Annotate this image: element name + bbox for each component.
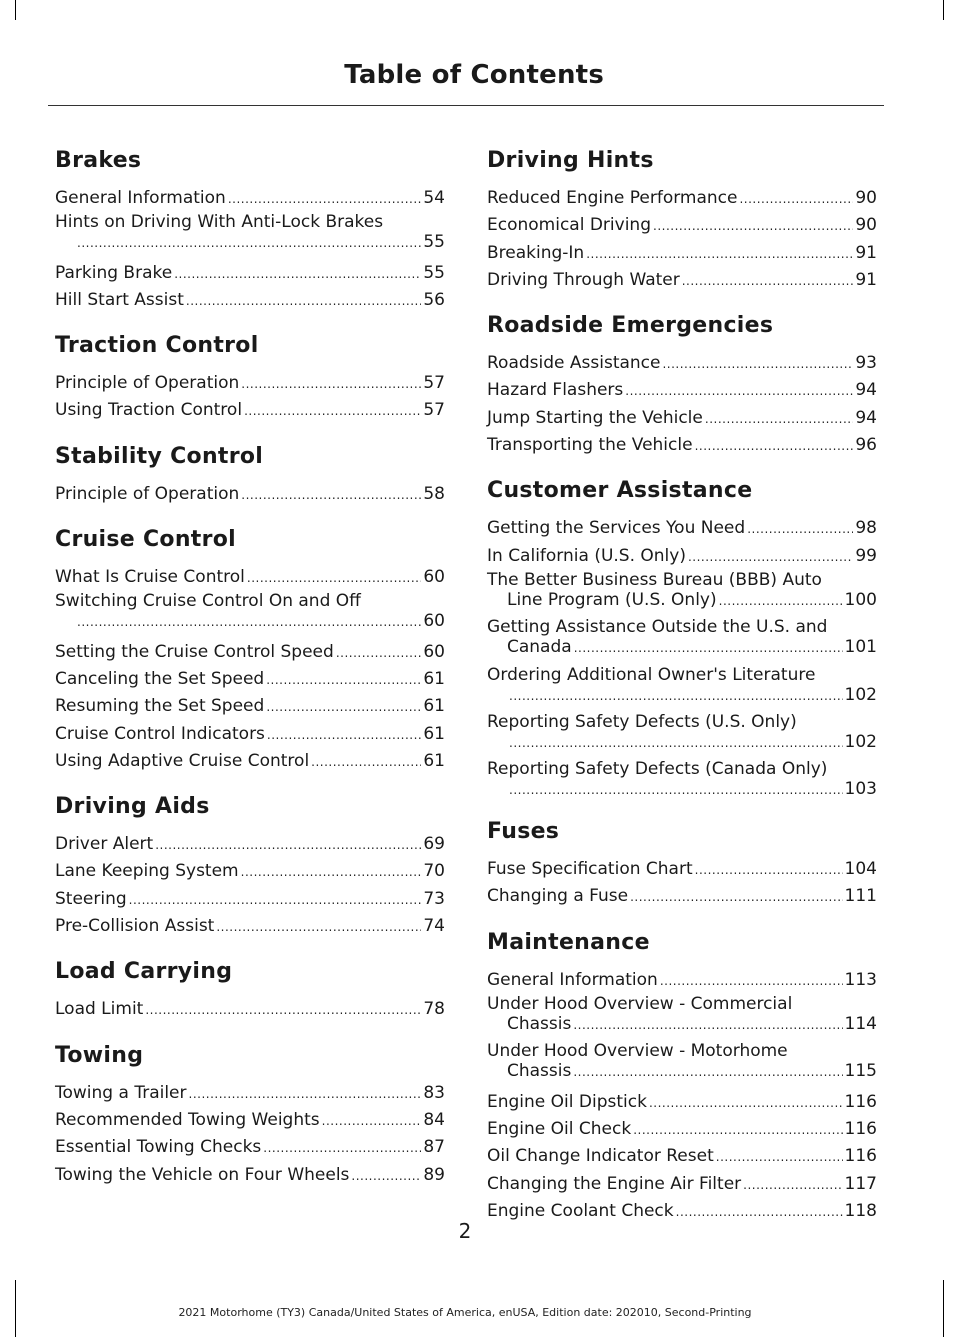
dot-leader xyxy=(244,398,421,424)
toc-section xyxy=(487,145,877,294)
entry-title: Ordering Additional Owner's Literature xyxy=(487,664,816,685)
toc-entry-link[interactable] xyxy=(487,350,877,377)
toc-entry-link[interactable] xyxy=(487,240,877,267)
dot-leader xyxy=(716,1144,843,1170)
toc-entry-link[interactable] xyxy=(55,287,445,314)
dot-leader xyxy=(77,612,421,632)
entry-page-number: 103 xyxy=(844,779,877,800)
dot-leader xyxy=(625,378,853,404)
entry-title: Engine Oil Check xyxy=(487,1118,632,1139)
dot-leader xyxy=(241,859,422,885)
entry-page-number: 70 xyxy=(423,861,445,882)
toc-entry-link[interactable] xyxy=(55,913,445,940)
toc-column-right xyxy=(487,145,877,1241)
toc-entry-link[interactable] xyxy=(487,1171,877,1198)
toc-section xyxy=(55,524,445,775)
entry-title: Parking Brake xyxy=(55,262,173,283)
toc-entry-link[interactable] xyxy=(487,1041,877,1082)
entry-title: Lane Keeping System xyxy=(55,861,239,882)
entry-title: Principle of Operation xyxy=(55,373,240,394)
toc-section xyxy=(55,1040,445,1189)
entry-continuation-line xyxy=(55,232,445,253)
toc-entry-link[interactable] xyxy=(55,1107,445,1134)
entry-page-number: 94 xyxy=(855,380,877,401)
entry-title: Breaking-In xyxy=(487,242,585,263)
entry-title: Reporting Safety Defects (Canada Only) xyxy=(487,759,828,780)
entry-title: Steering xyxy=(55,888,127,909)
entry-page-number: 98 xyxy=(855,518,877,539)
entry-page-number: 117 xyxy=(844,1173,877,1194)
toc-section xyxy=(55,441,445,508)
toc-entry-link[interactable] xyxy=(487,712,877,753)
section-heading: Cruise Control xyxy=(55,527,237,553)
entry-title: Driving Through Water xyxy=(487,269,680,290)
dot-leader xyxy=(241,482,421,508)
section-heading: Brakes xyxy=(55,148,142,173)
entry-title: Load Limit xyxy=(55,999,144,1020)
entry-page-number: 116 xyxy=(844,1091,877,1112)
entry-title: Roadside Assistance xyxy=(487,353,661,374)
dot-leader xyxy=(145,997,421,1023)
toc-entry-link[interactable] xyxy=(55,886,445,913)
dot-leader xyxy=(743,1172,842,1198)
entry-page-number: 90 xyxy=(855,215,877,236)
toc-entry-link[interactable] xyxy=(55,212,445,253)
dot-leader xyxy=(573,1062,842,1082)
entry-page-number: 116 xyxy=(844,1146,877,1167)
entry-title: Principle of Operation xyxy=(55,483,240,504)
dot-leader xyxy=(241,371,421,397)
dot-leader xyxy=(630,884,842,910)
toc-entry-link[interactable] xyxy=(55,748,445,775)
entry-page-number: 74 xyxy=(423,916,445,937)
toc-entry-link[interactable] xyxy=(55,397,445,424)
entry-title: Changing the Engine Air Filter xyxy=(487,1173,742,1194)
entry-page-number: 58 xyxy=(423,483,445,504)
toc-entry-link[interactable] xyxy=(55,666,445,693)
toc-entry-link[interactable] xyxy=(487,212,877,239)
dot-leader xyxy=(189,1081,422,1107)
entry-title: Under Hood Overview - Motorhome xyxy=(487,1041,788,1062)
entry-page-number: 61 xyxy=(423,750,445,771)
toc-entry-link[interactable] xyxy=(55,639,445,666)
dot-leader xyxy=(267,722,421,748)
entry-title: Setting the Cruise Control Speed xyxy=(55,641,334,662)
dot-leader xyxy=(174,261,421,287)
entry-title: Resuming the Set Speed xyxy=(55,696,265,717)
entry-page-number: 96 xyxy=(855,435,877,456)
dot-leader xyxy=(216,914,421,940)
toc-entry-link[interactable] xyxy=(487,377,877,404)
entry-page-number: 83 xyxy=(423,1082,445,1103)
entry-title: Using Adaptive Cruise Control xyxy=(55,750,310,771)
entry-page-number: 61 xyxy=(423,668,445,689)
entry-title: Pre-Collision Assist xyxy=(55,916,215,937)
entry-title: Engine Oil Dipstick xyxy=(487,1091,647,1112)
entry-page-number: 99 xyxy=(855,545,877,566)
dot-leader xyxy=(705,406,853,432)
entry-page-number: 102 xyxy=(844,684,877,705)
dot-leader xyxy=(509,686,843,706)
entry-page-number: 104 xyxy=(844,859,877,880)
section-heading: Roadside Emergencies xyxy=(487,313,774,339)
toc-entry-link[interactable] xyxy=(487,1089,877,1116)
entry-page-number: 115 xyxy=(844,1061,877,1082)
dot-leader xyxy=(633,1117,842,1143)
entry-title: Economical Driving xyxy=(487,215,651,236)
entry-title: What Is Cruise Control xyxy=(55,567,245,588)
entry-page-number: 113 xyxy=(844,969,877,990)
toc-entry-link[interactable] xyxy=(487,515,877,542)
crop-mark-top-left xyxy=(15,0,16,20)
dot-leader xyxy=(649,1090,843,1116)
toc-entry-link[interactable] xyxy=(55,185,445,212)
dot-leader xyxy=(129,887,422,913)
dot-leader xyxy=(266,667,421,693)
dot-leader xyxy=(351,1163,421,1189)
entry-page-number: 69 xyxy=(423,834,445,855)
entry-title: General Information xyxy=(487,969,658,990)
crop-mark-bottom-right xyxy=(943,1280,944,1337)
entry-page-number: 93 xyxy=(855,353,877,374)
entry-title: Hazard Flashers xyxy=(487,380,624,401)
entry-page-number: 90 xyxy=(855,188,877,208)
dot-leader xyxy=(695,433,854,459)
entry-page-number: 102 xyxy=(844,731,877,752)
entry-continuation-line xyxy=(487,1014,877,1035)
dot-leader xyxy=(747,516,853,542)
dot-leader xyxy=(509,780,843,800)
dot-leader xyxy=(266,694,421,720)
dot-leader xyxy=(77,233,421,253)
entry-page-number: 89 xyxy=(423,1164,445,1185)
toc-section xyxy=(55,145,445,314)
entry-title: Towing the Vehicle on Four Wheels xyxy=(55,1164,350,1185)
entry-page-number: 91 xyxy=(855,242,877,263)
entry-continuation-line xyxy=(487,1061,877,1082)
section-heading: Fuses xyxy=(487,819,560,845)
dot-leader xyxy=(247,565,421,591)
dot-leader xyxy=(719,591,843,611)
entry-title: Essential Towing Checks xyxy=(55,1137,262,1158)
section-heading: Driving Aids xyxy=(55,794,210,820)
entry-title: The Better Business Bureau (BBB) Auto xyxy=(487,569,822,590)
toc-entry-link[interactable] xyxy=(55,831,445,858)
section-heading: Driving Hints xyxy=(487,148,654,173)
entry-title: Reduced Engine Performance xyxy=(487,188,738,208)
toc-entry-link[interactable] xyxy=(487,570,877,611)
entry-page-number: 116 xyxy=(844,1118,877,1139)
entry-page-number: 100 xyxy=(844,589,877,610)
entry-title: Switching Cruise Control On and Off xyxy=(55,591,361,612)
toc-section xyxy=(55,330,445,425)
toc-entry-link[interactable] xyxy=(487,543,877,570)
section-heading: Customer Assistance xyxy=(487,478,753,504)
section-heading: Stability Control xyxy=(55,443,264,469)
toc-entry-link[interactable] xyxy=(55,1134,445,1161)
entry-title-continued: Chassis xyxy=(507,1014,572,1035)
dot-leader xyxy=(660,968,843,994)
toc-entry-link[interactable] xyxy=(487,665,877,706)
toc-entry-link[interactable] xyxy=(55,591,445,632)
entry-page-number: 114 xyxy=(844,1014,877,1035)
entry-title: Fuse Specification Chart xyxy=(487,859,693,880)
entry-title: Towing a Trailer xyxy=(55,1082,187,1103)
entry-title: Hill Start Assist xyxy=(55,289,184,310)
toc-section xyxy=(487,927,877,1225)
entry-page-number: 61 xyxy=(423,723,445,744)
toc-entry-link[interactable] xyxy=(487,405,877,432)
section-heading: Maintenance xyxy=(487,929,650,955)
entry-title: Recommended Towing Weights xyxy=(55,1109,320,1130)
entry-continuation-line xyxy=(55,611,445,632)
toc-entry-link[interactable] xyxy=(55,1080,445,1107)
entry-continuation-line xyxy=(487,732,877,753)
toc-entry-link[interactable] xyxy=(487,617,877,658)
entry-title: Engine Coolant Check xyxy=(487,1200,674,1221)
entry-title: Getting the Services You Need xyxy=(487,518,746,539)
entry-title: Transporting the Vehicle xyxy=(487,435,693,456)
entry-title-continued: Line Program (U.S. Only) xyxy=(507,589,717,610)
toc-entry-link[interactable] xyxy=(55,1162,445,1189)
header-divider xyxy=(48,105,884,106)
footer-edition-line: 2021 Motorhome (TY3) Canada/United States of America, enUSA, Edition date: 202010, Second-Printing xyxy=(178,1306,752,1319)
toc-entry-link[interactable] xyxy=(487,759,877,800)
toc-entry-link[interactable] xyxy=(55,996,445,1023)
dot-leader xyxy=(695,857,843,883)
section-heading: Traction Control xyxy=(55,333,259,359)
entry-page-number: 55 xyxy=(423,232,445,253)
toc-section xyxy=(55,791,445,940)
toc-entry-link[interactable] xyxy=(487,883,877,910)
entry-page-number: 56 xyxy=(423,289,445,310)
dot-leader xyxy=(739,186,853,212)
toc-entry-link[interactable] xyxy=(487,1116,877,1143)
entry-page-number: 61 xyxy=(423,696,445,717)
entry-page-number: 57 xyxy=(423,400,445,421)
toc-column-left xyxy=(55,145,445,1205)
entry-title: Changing a Fuse xyxy=(487,886,629,907)
entry-page-number: 91 xyxy=(855,269,877,290)
entry-page-number: 87 xyxy=(423,1137,445,1158)
entry-title: In California (U.S. Only) xyxy=(487,545,686,566)
page-title: Table of Contents xyxy=(344,60,604,90)
entry-page-number: 54 xyxy=(423,188,445,208)
dot-leader xyxy=(263,1135,421,1161)
dot-leader xyxy=(662,351,853,377)
dot-leader xyxy=(228,186,422,212)
dot-leader xyxy=(509,733,843,753)
entry-page-number: 118 xyxy=(844,1200,877,1221)
entry-title: Getting Assistance Outside the U.S. and xyxy=(487,617,828,638)
dot-leader xyxy=(688,544,853,570)
entry-page-number: 73 xyxy=(423,888,445,909)
entry-title-continued: Canada xyxy=(507,637,572,658)
entry-title: Canceling the Set Speed xyxy=(55,668,265,689)
entry-title: Driver Alert xyxy=(55,834,154,855)
toc-entry-link[interactable] xyxy=(55,564,445,591)
entry-title: General Information xyxy=(55,188,226,208)
dot-leader xyxy=(155,832,421,858)
entry-title: Jump Starting the Vehicle xyxy=(487,407,703,428)
entry-page-number: 55 xyxy=(423,262,445,283)
dot-leader xyxy=(336,640,422,666)
entry-title: Oil Change Indicator Reset xyxy=(487,1146,714,1167)
dot-leader xyxy=(322,1108,422,1134)
entry-title-continued: Chassis xyxy=(507,1061,572,1082)
toc-section xyxy=(487,310,877,459)
dot-leader xyxy=(574,638,843,658)
dot-leader xyxy=(586,241,853,267)
toc-entry-link[interactable] xyxy=(55,481,445,508)
entry-continuation-line xyxy=(487,779,877,800)
toc-entry-link[interactable] xyxy=(55,693,445,720)
section-heading: Load Carrying xyxy=(55,959,233,985)
crop-mark-top-right xyxy=(943,0,944,20)
entry-page-number: 94 xyxy=(855,407,877,428)
entry-continuation-line xyxy=(487,590,877,611)
entry-title: Using Traction Control xyxy=(55,400,243,421)
entry-page-number: 60 xyxy=(423,611,445,632)
entry-page-number: 101 xyxy=(844,637,877,658)
entry-title: Cruise Control Indicators xyxy=(55,723,265,744)
toc-section xyxy=(55,956,445,1023)
toc-entry-link[interactable] xyxy=(487,1143,877,1170)
dot-leader xyxy=(653,213,853,239)
page-number: 2 xyxy=(458,1219,472,1243)
toc-entry-link[interactable] xyxy=(487,432,877,459)
dot-leader xyxy=(573,1015,842,1035)
entry-continuation-line xyxy=(487,637,877,658)
entry-title: Reporting Safety Defects (U.S. Only) xyxy=(487,711,797,732)
toc-entry-link[interactable] xyxy=(55,370,445,397)
toc-entry-link[interactable] xyxy=(55,721,445,748)
dot-leader xyxy=(682,268,854,294)
toc-entry-link[interactable] xyxy=(487,967,877,994)
entry-title: Under Hood Overview - Commercial xyxy=(487,994,793,1015)
entry-page-number: 57 xyxy=(423,373,445,394)
section-heading: Towing xyxy=(55,1042,144,1068)
toc-entry-link[interactable] xyxy=(487,267,877,294)
toc-entry-link[interactable] xyxy=(487,856,877,883)
toc-section xyxy=(487,475,877,800)
entry-continuation-line xyxy=(487,685,877,706)
toc-entry-link[interactable] xyxy=(55,858,445,885)
entry-page-number: 60 xyxy=(423,567,445,588)
entry-page-number: 111 xyxy=(844,886,877,907)
toc-entry-link[interactable] xyxy=(487,185,877,212)
dot-leader xyxy=(311,749,421,775)
toc-entry-link[interactable] xyxy=(55,260,445,287)
toc-entry-link[interactable] xyxy=(487,994,877,1035)
entry-page-number: 78 xyxy=(423,999,445,1020)
entry-page-number: 60 xyxy=(423,641,445,662)
toc-section xyxy=(487,816,877,911)
entry-title: Hints on Driving With Anti-Lock Brakes xyxy=(55,212,384,233)
dot-leader xyxy=(186,288,421,314)
entry-page-number: 84 xyxy=(423,1109,445,1130)
